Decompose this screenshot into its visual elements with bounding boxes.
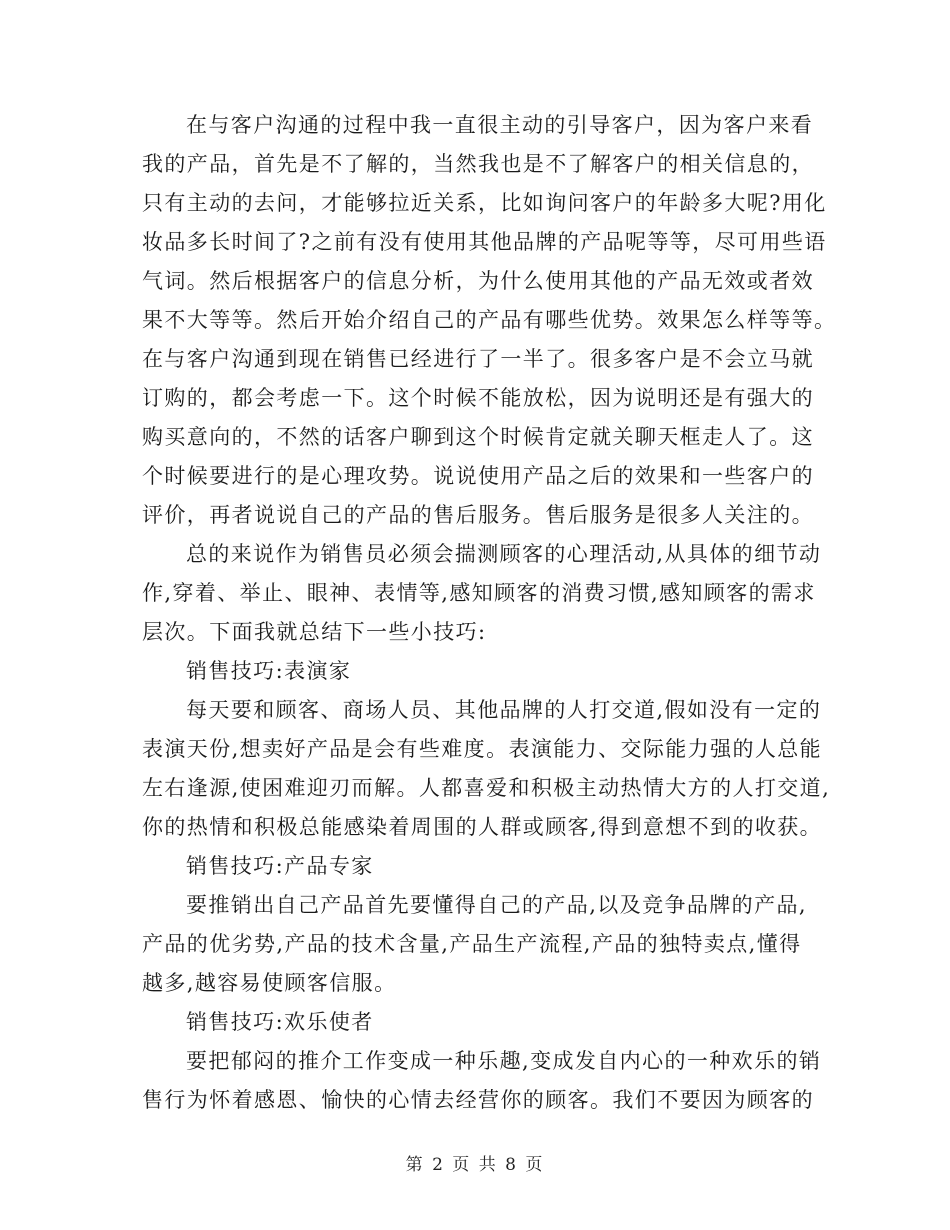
text-line: 售行为怀着感恩、愉快的心情去经营你的顾客。我们不要因为顾客的 [142,1088,814,1112]
text-line: 个时候要进行的是心理攻势。说说使用产品之后的效果和一些客户的 [142,464,814,488]
text-line: 在与客户沟通到现在销售已经进行了一半了。很多客户是不会立马就 [142,347,814,371]
text-line: 气词。然后根据客户的信息分析，为什么使用其他的产品无效或者效 [142,269,814,293]
text-line: 果不大等等。然后开始介绍自己的产品有哪些优势。效果怎么样等等。 [142,308,837,332]
text-line: 只有主动的去问，才能够拉近关系，比如询问客户的年龄多大呢?用化 [142,191,827,215]
section-heading: 销售技巧:表演家 [186,659,352,683]
text-line: 每天要和顾客、商场人员、其他品牌的人打交道,假如没有一定的 [186,698,822,722]
document-body [142,106,837,1120]
page-footer: 第 2 页 共 8 页 [405,1155,545,1175]
text-line: 你的热情和积极总能感染着周围的人群或顾客,得到意想不到的收获。 [142,815,823,839]
text-line: 产品的优劣势,产品的技术含量,产品生产流程,产品的独特卖点,懂得 [142,932,802,956]
text-line: 评价，再者说说自己的产品的售后服务。售后服务是很多人关注的。 [142,503,814,527]
text-line: 左右逢源,使困难迎刃而解。人都喜爱和积极主动热情大方的人打交道, [142,776,831,800]
section-heading: 销售技巧:欢乐使者 [186,1010,374,1034]
text-line: 要把郁闷的推介工作变成一种乐趣,变成发自内心的一种欢乐的销 [186,1049,822,1073]
text-line: 总的来说作为销售员必须会揣测顾客的心理活动,从具体的细节动 [186,542,822,566]
text-line: 表演天份,想卖好产品是会有些难度。表演能力、交际能力强的人总能 [142,737,823,761]
text-line: 我的产品，首先是不了解的，当然我也是不了解客户的相关信息的， [142,152,814,176]
section-heading: 销售技巧:产品专家 [186,854,374,878]
text-line: 购买意向的，不然的话客户聊到这个时候肯定就关聊天框走人了。这 [142,425,814,449]
text-line: 越多,越容易使顾客信服。 [142,971,397,995]
text-line: 作,穿着、举止、眼神、表情等,感知顾客的消费习惯,感知顾客的需求 [142,581,816,605]
text-line: 层次。下面我就总结下一些小技巧: [142,620,487,644]
text-line: 要推销出自己产品首先要懂得自己的产品,以及竞争品牌的产品, [186,893,807,917]
text-line: 在与客户沟通的过程中我一直很主动的引导客户，因为客户来看 [186,113,814,137]
text-line: 订购的，都会考虑一下。这个时候不能放松，因为说明还是有强大的 [142,386,814,410]
text-line: 妆品多长时间了?之前有没有使用其他品牌的产品呢等等，尽可用些语 [142,230,827,254]
